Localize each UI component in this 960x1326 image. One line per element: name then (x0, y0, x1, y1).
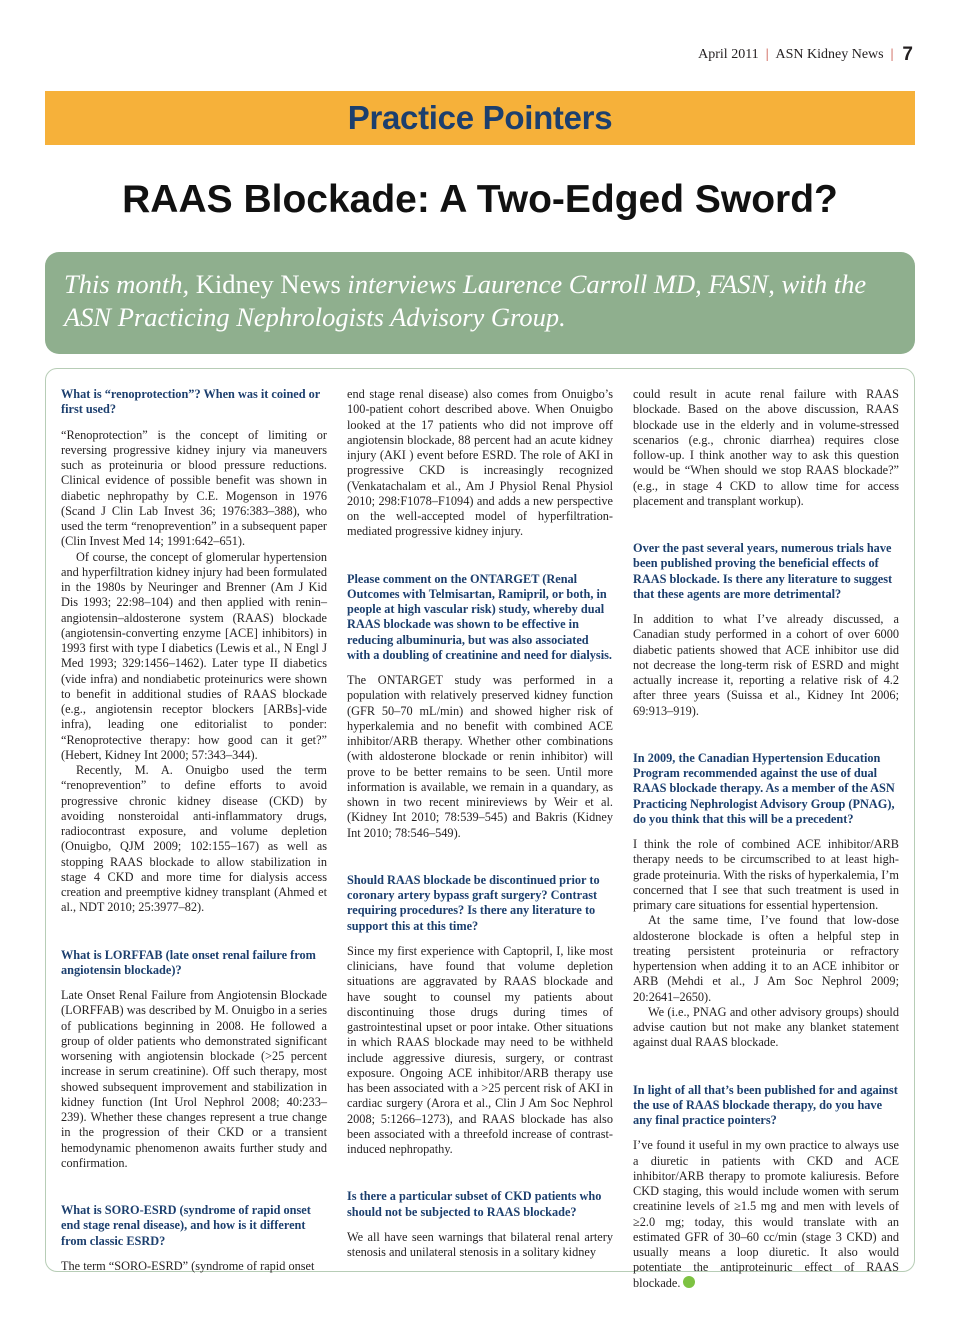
intro-publication: Kidney News (195, 269, 341, 299)
interview-answer (633, 612, 899, 719)
page-number: 7 (902, 44, 913, 65)
interview-answer (347, 673, 613, 841)
interview-question: Is there a particular subset of CKD patients who should not be subjected to RAAS blockade? (347, 1189, 602, 1219)
separator: | (765, 47, 769, 62)
interview-answer (61, 1259, 327, 1274)
interview-answer (347, 1230, 613, 1261)
issue-date: April 2011 (698, 47, 759, 62)
text-column-1 (61, 387, 327, 1306)
intro-text: interviews Laurence Carroll MD, FASN, with the ASN Practicing Nephrologists Advisory Group. (64, 269, 867, 332)
interview-answer (633, 837, 899, 1051)
end-of-article-icon (683, 1276, 695, 1288)
interview-question: What is LORFFAB (late onset renal failure from angiotensin blockade)? (61, 947, 316, 977)
interview-answer (347, 944, 613, 1158)
running-head (698, 44, 913, 66)
interview-answer (61, 428, 327, 916)
interview-question: Should RAAS blockade be discontinued prior to coronary artery bypass graft surgery? Contrast requiring procedures? Is there any literature to support this at this time? (347, 872, 600, 933)
intro-text: This month, (64, 269, 196, 299)
answer-paragraph: “Renoprotection” is the concept of limiting or reversing progressive kidney injury via maneuvers such as proteinuria or blood pressure reductions. Clinical evidence of possible benefit was shown in diabetic nephropathy by C.E. Mogenson in 1976 (Scand J Clin Lab Invest 36; 1976:383–388), who used the term “renoprevention” in a subsequent paper (Clin Invest Med 14; 1991:642–651). (61, 427, 327, 549)
interview-question: What is “renoprotection”? When was it coined or first used? (61, 387, 321, 417)
text-column-2 (347, 387, 613, 1292)
answer-paragraph: In addition to what I’ve already discussed, a Canadian study performed in a cohort of over 6000 diabetic patients showed that ACE inhibitor use did not decrease the long-term risk of ESRD and might actually increase it, reporting a relative risk of 4.2 after three years (Suissa et al., Kidney Int 2006; 69:913–919). (633, 612, 899, 718)
answer-paragraph: The term “SORO-ESRD” (syndrome of rapid onset (61, 1258, 315, 1273)
interview-answer (633, 1138, 899, 1291)
answer-paragraph: Recently, M. A. Onuigbo used the term “renoprevention” to define efforts to avoid progressive chronic kidney disease (CKD) by avoiding nonsteroidal anti-inflammatory drugs, radiocontrast exposure, and volume depletion (Onuigbo, QJM 2009; 102:155–167) as well as stopping RAAS blockade to allow stabilization in stage 4 CKD and more time for dialysis access creation and preemptive kidney transplant (Ahmed et al., NDT 2010; 25:3977–82). (61, 763, 327, 915)
separator: | (890, 47, 894, 62)
interview-question: In light of all that’s been published for and against the use of RAAS blockade therapy, do you have any final practice pointers? (633, 1082, 898, 1127)
interview-answer (347, 387, 613, 540)
interview-question: Over the past several years, numerous trials have been published proving the beneficial effects of RAAS blockade. Is there any literature to suggest that these agents are more detrimental? (633, 541, 893, 601)
interview-question: What is SORO-ESRD (syndrome of rapid onset end stage renal disease), and how is it different from classic ESRD? (61, 1203, 311, 1248)
interview-answer (61, 988, 327, 1171)
answer-paragraph: I’ve found it useful in my own practice to always use a diuretic in patients with CKD and ACE inhibitor/ARB therapy to promote kaliuresis. Before CKD staging, this would include women with serum creatinine levels of ≥1.5 mg and men with levels of ≥2.0 mg; today, this would translate with an estimated GFR of 30–60 cc/min (stage 3 CKD) and usually means a loop diuretic. It also would potentiate the antiproteinuric effect of RAAS blockade. (633, 1138, 899, 1290)
answer-paragraph: could result in acute renal failure with RAAS blockade. Based on the above discussion, RAAS blockade use in the elderly and in volume-stressed scenarios (e.g., chronic diarrhea) requires close follow-up. I think another way to ask this question would be “When should we stop RAAS blockade?” (e.g., in stage 4 CKD to allow time for access placement and transplant workup). (633, 387, 899, 508)
answer-paragraph: The ONTARGET study was performed in a population with relatively preserved kidney function (GFR 50–70 mL/min) and showed higher risk of hyperkalemia and no benefit with combined ACE inhibitor/ARB therapy. Whether other combinations (with aldosterone blockade or renin inhibitor) will prove to be better remains to be seen. Until more information is available, we remain in a quandary, as shown in two recent minireviews by Weir et al. (Kidney Int 2010; 78:539–545) and Bakris (Kidney Int 2010; 78:546–549). (347, 673, 613, 840)
answer-paragraph: At the same time, I’ve found that low-dose aldosterone blockade is often a helpful step in treating persistent proteinuria or refractory hypertension when adding it to an ACE inhibitor or ARB (Mehdi et al., J Am Soc Nephrol 2009; 20:2641–2650). (633, 913, 899, 1004)
publication-name: ASN Kidney News (775, 47, 884, 62)
answer-paragraph: I think the role of combined ACE inhibitor/ARB therapy needs to be circumscribed to at least high-grade proteinuria. With the risks of hyperkalemia, I’m concerned that I see that such treatment is used in primary care situations for essential hypertension. (633, 837, 899, 912)
section-banner (45, 91, 915, 145)
interview-question: In 2009, the Canadian Hypertension Education Program recommended against the use of dual RAAS blockade therapy. As a member of the ASN Practicing Nephrologist Advisory Group (PNAG), do you think that this will be a precedent? (633, 750, 895, 826)
section-title: Practice Pointers (347, 99, 613, 136)
intro-box (45, 252, 915, 354)
answer-paragraph: Since my first experience with Captopril, I, like most clinicians, have found that volume depletion situations are aggravated by RAAS blockade and have sought to counsel my patients about discontinuing those drugs during times of gastrointestinal upset or poor intake. Other situations in which RAAS blockade may need to be withheld include aggressive diuresis, surgery, or contrast exposure. Ongoing ACE inhibitor/ARB therapy use has been associated with a >25 percent risk of AKI in cardiac surgery (Arora et al., Clin J Am Soc Nephrol 2008; 5:1266–1273), and RAAS blockade has also been associated with a threefold increase of contrast-induced nephropathy. (347, 943, 613, 1156)
answer-paragraph: Of course, the concept of glomerular hypertension and hyperfiltration kidney injury had been formulated in the 1980s by Neuringer and Brenner (Am J Kid Dis 1993; 22:98–104) and then applied with renin–angiotensin–aldosterone system (RAAS) blockade (angiotensin-converting enzyme [ACE] inhibitors) in 1993 first with type I diabetics (Lewis et al., N Engl J Med 1993; 329:1456–1462). Later type II diabetics (vide infra) and nondiabetic proteinurics were shown to benefit in additional studies of RAAS blockade (e.g., angiotensin receptor blockers [ARBs]-vide infra), leading one editorialist to ponder: “Renoprotective therapy: how good can it get?” (Hebert, Kidney Int 2000; 57:343–344). (61, 549, 327, 762)
answer-paragraph: end stage renal disease) also comes from Onuigbo’s 100-patient cohort described above. When Onuigbo looked at the 17 patients who did not improve off angiotensin blockade, 88 percent had an acute kidney injury (AKI ) event before ESRD. The role of AKI in progressive CKD is increasingly recognized (Venkatachalam et al., Am J Physiol Renal Physiol 2010; 298:F1078–F1094) and adds a new perspective on the well-accepted model of hyperfiltration-mediated progressive kidney injury. (347, 387, 613, 539)
article-headline: RAAS Blockade: A Two-Edged Sword? (122, 178, 838, 221)
answer-paragraph: Late Onset Renal Failure from Angiotensin Blockade (LORFFAB) was described by M. Onuigbo in a series of publications beginning in 2008. He followed a group of older patients who demonstrated significant worsening with angiotensin blockade (>25 percent increase in serum creatinine). Off such therapy, most showed subsequent improvement and stabilization in kidney function (Int Urol Nephrol 2008; 40:233–239). Whether these changes represent a true change in the progression of their CKD or a transient hemodynamic phenomenon awaits further study and confirmation. (61, 988, 327, 1170)
interview-question: Please comment on the ONTARGET (Renal Outcomes with Telmisartan, Ramipril, or both, in people at high vascular risk) study, whereby dual RAAS blockade was shown to be effective in reducing albuminuria, but was also associated with a doubling of creatinine and need for dialysis. (347, 571, 612, 662)
text-column-3 (633, 387, 899, 1323)
answer-paragraph: We (i.e., PNAG and other advisory groups) should advise caution but not make any blanket statement against dual RAAS blockade. (633, 1004, 899, 1050)
interview-answer (633, 387, 899, 509)
answer-paragraph: We all have seen warnings that bilateral renal artery stenosis and unilateral stenosis in a solitary kidney (347, 1229, 613, 1259)
